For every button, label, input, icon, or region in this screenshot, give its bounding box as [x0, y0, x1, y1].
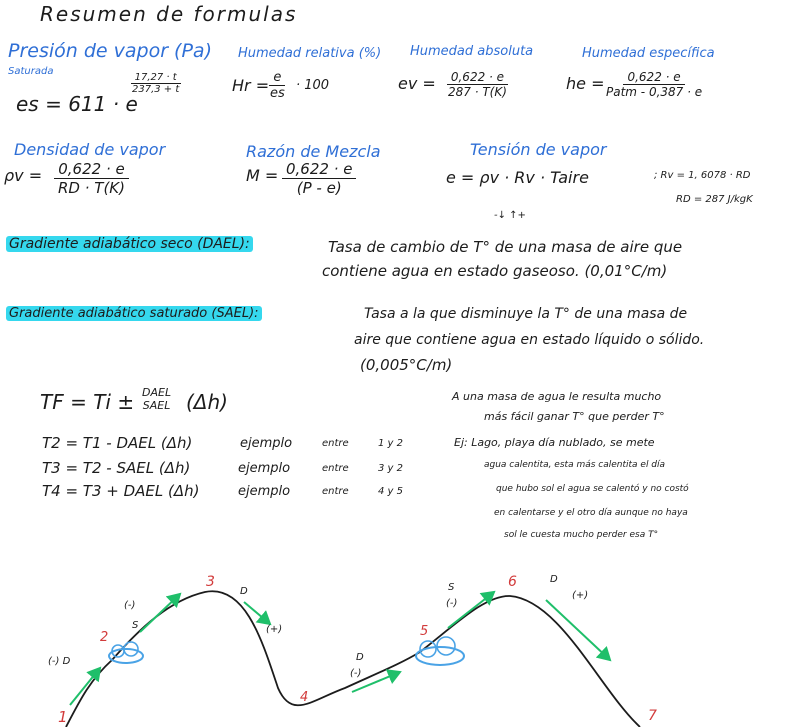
note-line-2: más fácil ganar T° que perder T°	[484, 410, 665, 423]
arrow-down-1	[244, 602, 270, 624]
note-line-1: A una masa de agua le resulta mucho	[452, 390, 662, 403]
heading-humedad-especifica: Humedad específica	[582, 46, 715, 61]
arrow-down-2	[546, 600, 610, 660]
cloud-icon-left	[109, 642, 143, 663]
note-line-4: agua calentita, esta más calentita el día	[484, 460, 666, 470]
label-neg-4: (-)	[350, 668, 362, 679]
row-eq-2: T3 = T2 - SAEL (Δh)	[42, 459, 191, 477]
heading-tension: Tensión de vapor	[470, 140, 607, 159]
row-between-1: entre	[322, 438, 349, 449]
formula-razon-fraction: $\frac{0,622 \cdot e}{(P - e)}$	[282, 160, 356, 197]
label-neg-d-left: (-) D	[48, 656, 71, 667]
sael-line1: Tasa a la que disminuye la T° de una masa de	[364, 306, 688, 322]
tf-tail: (Δh)	[186, 390, 228, 414]
formula-densidad-fraction: $\frac{0,622 \cdot e}{RD \cdot T(K)}$	[54, 160, 129, 197]
dael-line1: Tasa de cambio de T° de una masa de aire que	[328, 238, 683, 256]
formula-tension: e = ρv · Rv · Taire	[446, 168, 589, 187]
note-line-6: en calentarse y el otro día aunque no haya	[494, 508, 688, 518]
point-3: 3	[206, 574, 215, 590]
row-word-2: ejemplo	[238, 461, 291, 476]
formula-he-lhs: he =	[566, 74, 605, 93]
row-between-3: entre	[322, 486, 349, 497]
formula-rv: ; Rv = 1, 6078 · RD	[654, 170, 751, 181]
formula-hr-fraction: $\frac{e}{es}$	[270, 70, 285, 101]
point-6: 6	[508, 574, 517, 590]
row-between-2: entre	[322, 463, 349, 474]
label-pos-3: (+)	[266, 624, 283, 635]
heading-densidad: Densidad de vapor	[14, 140, 166, 159]
heading-humedad-relativa: Humedad relativa (%)	[238, 46, 382, 61]
row-pair-3: 4 y 5	[378, 486, 403, 497]
formula-densidad-lhs: ρv =	[4, 166, 43, 185]
tf-lhs: TF = Ti ±	[40, 390, 135, 414]
row-pair-2: 3 y 2	[378, 463, 403, 474]
row-eq-3: T4 = T3 + DAEL (Δh)	[42, 482, 200, 500]
cloud-icon-right	[416, 637, 464, 665]
label-neg-5: (-)	[446, 598, 458, 609]
heading-presion-sub: Saturada	[8, 66, 54, 77]
point-7: 7	[648, 708, 657, 724]
dael-line2: contiene agua en estado gaseoso. (0,01°C/m)	[322, 262, 668, 280]
sael-line3: (0,005°C/m)	[360, 356, 453, 374]
arrow-up-1	[70, 668, 100, 705]
formula-he-fraction: 0,622 · e Patm - 0,387 · e	[606, 70, 703, 99]
point-1: 1	[58, 708, 68, 726]
row-pair-1: 1 y 2	[378, 438, 403, 449]
formula-ev-fraction: $\frac{0,622 \cdot e}{287 \cdot T(K)}$	[448, 70, 507, 99]
row-word-1: ejemplo	[240, 436, 293, 451]
heading-humedad-absoluta: Humedad absoluta	[410, 44, 534, 59]
note-line-3: Ej: Lago, playa día nublado, se mete	[454, 436, 655, 449]
tension-arrows: -↓ ↑+	[494, 210, 526, 221]
point-5: 5	[420, 624, 429, 639]
heading-razon: Razón de Mezcla	[246, 142, 381, 161]
point-2: 2	[100, 630, 109, 645]
label-d-3: D	[240, 586, 248, 597]
formula-rd: RD = 287 J/kgK	[676, 194, 753, 205]
label-neg-2: (-)	[124, 600, 136, 611]
note-line-7: sol le cuesta mucho perder esa T°	[504, 530, 659, 540]
note-line-5: que hubo sol el agua se calentó y no costó	[496, 484, 689, 494]
label-pos-6: (+)	[572, 590, 589, 601]
terrain-curve	[66, 591, 640, 727]
page-title: Resumen de formulas	[40, 2, 298, 26]
formula-ev-lhs: ev =	[398, 74, 436, 93]
arrow-up-2	[140, 594, 180, 632]
formula-presion: es = 611 · e	[16, 92, 138, 116]
row-word-3: ejemplo	[238, 484, 291, 499]
tf-fraction: DAEL SAEL	[142, 386, 172, 412]
label-d-4: D	[356, 652, 364, 663]
sael-label: Gradiente adiabático saturado (SAEL):	[6, 306, 262, 321]
label-s-2: S	[132, 620, 139, 631]
label-s-5: S	[448, 582, 455, 593]
formula-razon-lhs: M =	[246, 166, 279, 185]
formula-presion-exponent: $\frac{17,27 \cdot t}{237,3 + t}$	[132, 72, 180, 95]
dael-label: Gradiente adiabático seco (DAEL):	[6, 236, 253, 252]
sael-line2: aire que contiene agua en estado líquido o sólido.	[354, 332, 705, 348]
label-d-6: D	[550, 574, 558, 585]
row-eq-1: T2 = T1 - DAEL (Δh)	[42, 434, 193, 452]
formula-hr-lhs: Hr =	[232, 76, 270, 95]
formula-hr-tail: · 100	[296, 78, 330, 93]
point-4: 4	[300, 690, 309, 705]
heading-presion: Presión de vapor (Pa)	[8, 40, 212, 62]
